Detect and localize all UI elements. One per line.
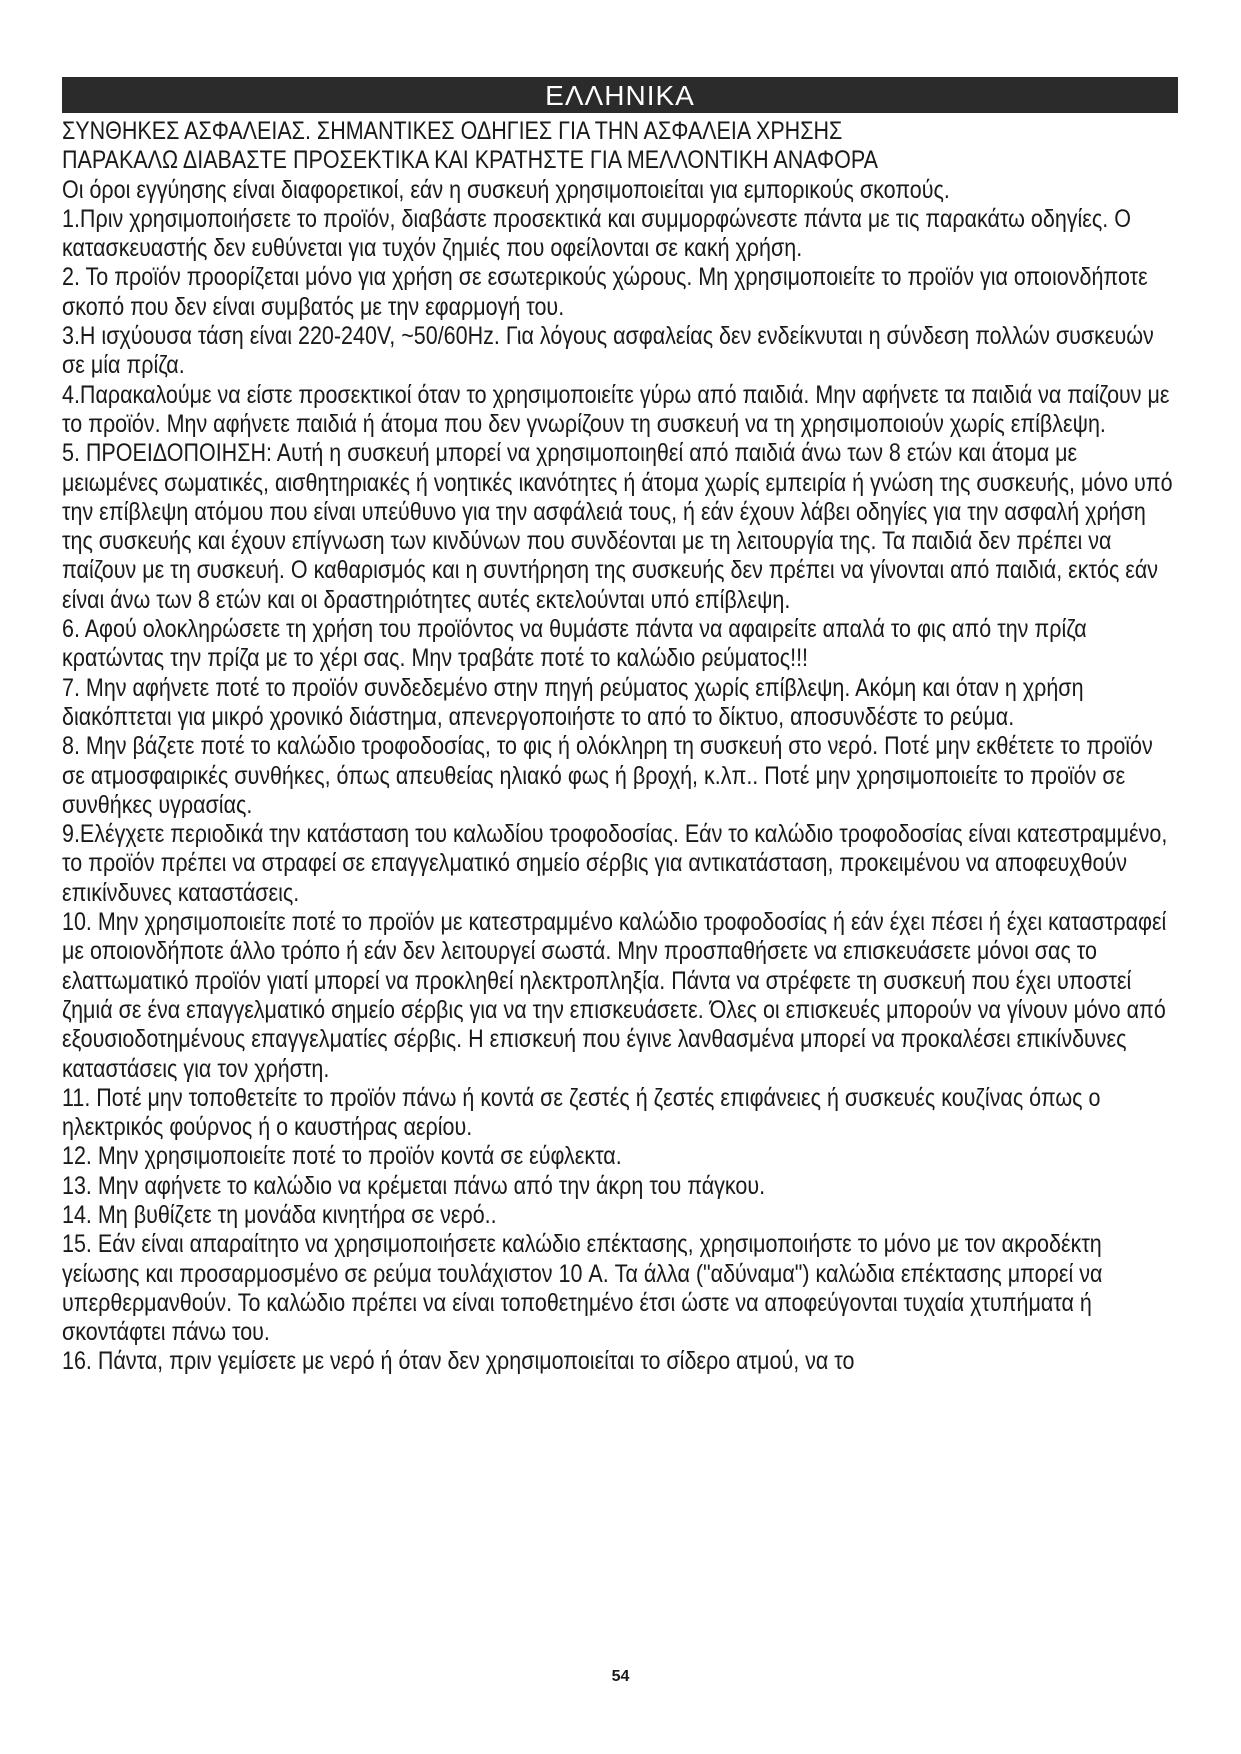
read-carefully-heading: ΠΑΡΑΚΑΛΩ ΔΙΑΒΑΣΤΕ ΠΡΟΣΕΚΤΙΚΑ ΚΑΙ ΚΡΑΤΗΣΤΕ ΓΙΑ ΜΕΛΛΟΝΤΙΚΗ ΑΝΑΦΟΡΑ — [62, 146, 878, 175]
instruction-item-16: 16. Πάντα, πριν γεμίσετε με νερό ή όταν δεν χρησιμοποιείται το σίδερο ατμού, να το — [62, 1347, 855, 1376]
manual-page — [62, 77, 1178, 1377]
instruction-item-7: 7. Μην αφήνετε ποτέ το προϊόν συνδεδεμένο στην πηγή ρεύματος χωρίς επίβλεψη. Ακόμη και όταν η χρήση διακόπτεται για μικρό χρονικό διάστημα, απενεργοποιήστε το από το δίκτυο, αποσυνδέστε το ρεύμα. — [62, 673, 1084, 731]
instruction-item-9: 9.Ελέγχετε περιοδικά την κατάσταση του καλωδίου τροφοδοσίας. Εάν το καλώδιο τροφοδοσίας είναι κατεστραμμένο, το προϊόν πρέπει να στραφεί σε επαγγελματικό σημείο σέρβις για αντικατάσταση, προκειμένου να αποφευχθούν επικίνδυνες καταστάσεις. — [62, 820, 1168, 907]
instruction-item-4: 4.Παρακαλούμε να είστε προσεκτικοί όταν το χρησιμοποιείτε γύρω από παιδιά. Μην αφήνετε τα παιδιά να παίζουν με το προϊόν. Μην αφήνετε παιδιά ή άτομα που δεν γνωρίζουν τη συσκευή να τη χρησιμοποιούν χωρίς επίβλεψη. — [62, 380, 1170, 438]
instruction-item-14: 14. Μη βυθίζετε τη μονάδα κινητήρα σε νερό.. — [62, 1200, 497, 1229]
safety-instructions — [62, 117, 1177, 1377]
page-number: 54 — [611, 1668, 630, 1685]
instruction-item-13: 13. Μην αφήνετε το καλώδιο να κρέμεται πάνω από την άκρη του πάγκου. — [62, 1171, 766, 1200]
instruction-item-6: 6. Αφού ολοκληρώσετε τη χρήση του προϊόντος να θυμάστε πάντα να αφαιρείτε απαλά το φις από την πρίζα κρατώντας την πρίζα με το χέρι σας. Μην τραβάτε ποτέ το καλώδιο ρεύματος!!! — [62, 615, 1087, 673]
instruction-item-15: 15. Εάν είναι απαραίτητο να χρησιμοποιήσετε καλώδιο επέκτασης, χρησιμοποιήστε το μόνο με τον ακροδέκτη γείωσης και προσαρμοσμένο σε ρεύμα τουλάχιστον 10 A. Τα άλλα ("αδύναμα") καλώδια επέκτασης μπορεί να υπερθερμανθούν. Το καλώδιο πρέπει να είναι τοποθετημένο έτσι ώστε να αποφεύγονται τυχαία χτυπήματα ή σκοντάφτει πάνω του. — [62, 1230, 1103, 1347]
instruction-item-10: 10. Μην χρησιμοποιείτε ποτέ το προϊόν με κατεστραμμένο καλώδιο τροφοδοσίας ή εάν έχει πέσει ή έχει καταστραφεί με οποιονδήποτε άλλο τρόπο ή εάν δεν λειτουργεί σωστά. Μην προσπαθήσετε να επισκευάσετε μόνοι σας το ελαττωματικό προϊόν γιατί μπορεί να προκληθεί ηλεκτροπληξία. Πάντα να στρέφετε τη συσκευή που έχει υποστεί ζημιά σε ένα επαγγελματικό σημείο σέρβις για να την επισκευάσετε. Όλες οι επισκευές μπορούν να γίνουν μόνο από εξουσιοδοτημένους επαγγελματίες σέρβις. Η επισκευή που έγινε λανθασμένα μπορεί να προκαλέσει επικίνδυνες καταστάσεις για τον χρήστη. — [62, 908, 1167, 1083]
safety-heading: ΣΥΝΘΗΚΕΣ ΑΣΦΑΛΕΙΑΣ. ΣΗΜΑΝΤΙΚΕΣ ΟΔΗΓΙΕΣ ΓΙΑ ΤΗΝ ΑΣΦΑΛΕΙΑ ΧΡΗΣΗΣ — [62, 117, 843, 145]
instruction-item-8: 8. Μην βάζετε ποτέ το καλώδιο τροφοδοσίας, το φις ή ολόκληρη τη συσκευή στο νερό. Ποτέ μην εκθέτετε το προϊόν σε ατμοσφαιρικές συνθήκες, όπως απευθείας ηλιακό φως ή βροχή, κ.λπ.. Ποτέ μην χρησιμοποιείτε το προϊόν σε συνθήκες υγρασίας. — [62, 732, 1153, 819]
instruction-item-3: 3.Η ισχύουσα τάση είναι 220-240V, ~50/60Hz. Για λόγους ασφαλείας δεν ενδείκνυται η σύνδεση πολλών συσκευών σε μία πρίζα. — [62, 322, 1154, 380]
instruction-item-5: 5. ΠΡΟΕΙΔΟΠΟΙΗΣΗ: Αυτή η συσκευή μπορεί να χρησιμοποιηθεί από παιδιά άνω των 8 ετών και άτομα με μειωμένες σωματικές, αισθητηριακές ή νοητικές ικανότητες ή άτομα χωρίς εμπειρία ή γνώση της συσκευής, μόνο υπό την επίβλεψη ατόμου που είναι υπεύθυνο για την ασφάλειά τους, ή εάν έχουν λάβει οδηγίες για την ασφαλή χρήση της συσκευής και έχουν επίγνωση των κινδύνων που συνδέονται με τη λειτουργία της. Τα παιδιά δεν πρέπει να παίζουν με τη συσκευή. Ο καθαρισμός και η συντήρηση της συσκευής δεν πρέπει να γίνονται από παιδιά, εκτός εάν είναι άνω των 8 ετών και οι δραστηριότητες αυτές εκτελούνται υπό επίβλεψη. — [62, 439, 1173, 614]
language-banner: ΕΛΛΗΝΙΚΑ — [62, 77, 1178, 113]
instruction-item-1: 1.Πριν χρησιμοποιήσετε το προϊόν, διαβάστε προσεκτικά και συμμορφώνεστε πάντα με τις παρακάτω οδηγίες. Ο κατασκευαστής δεν ευθύνεται για τυχόν ζημιές που οφείλονται σε κακή χρήση. — [62, 204, 1131, 263]
instruction-item-2: 2. Το προϊόν προορίζεται μόνο για χρήση σε εσωτερικούς χώρους. Μη χρησιμοποιείτε το προϊόν για οποιονδήποτε σκοπό που δεν είναι συμβατός με την εφαρμογή του. — [62, 263, 1148, 321]
instruction-item-11: 11. Ποτέ μην τοποθετείτε το προϊόν πάνω ή κοντά σε ζεστές ή ζεστές επιφάνειες ή συσκευές κουζίνας όπως ο ηλεκτρικός φούρνος ή ο καυστήρας αερίου. — [62, 1083, 1101, 1142]
warranty-note: Οι όροι εγγύησης είναι διαφορετικοί, εάν η συσκευή χρησιμοποιείται για εμπορικούς σκοπούς. — [62, 175, 950, 204]
instruction-item-12: 12. Μην χρησιμοποιείτε ποτέ το προϊόν κοντά σε εύφλεκτα. — [62, 1142, 622, 1171]
